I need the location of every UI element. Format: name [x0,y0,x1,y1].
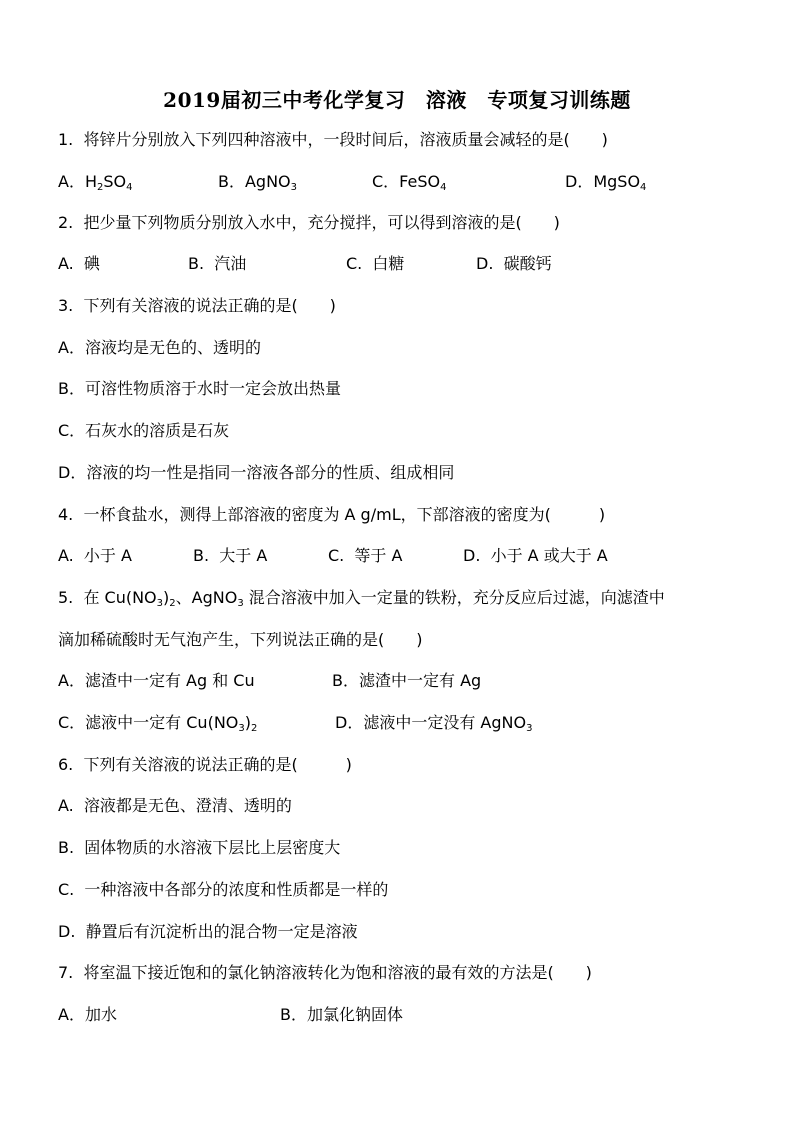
question-4-stem: 4. 一杯食盐水，测得上部溶液的密度为 A g/mL，下部溶液的密度为( ) [58,505,606,524]
question-6-stem: 6. 下列有关溶液的说法正确的是( ) [58,755,352,774]
option-4b: B. 大于 A [193,546,268,565]
option-4d: D. 小于 A 或大于 A [463,546,608,565]
question-1-options [58,172,758,192]
worksheet-title: 2019届初三中考化学复习 溶液 专项复习训练题 [163,88,631,112]
option-6a: A. 溶液都是无色、澄清、透明的 [58,796,292,815]
option-5c: C．滤液中一定有 $Cu(NO_3)_2$ [58,713,258,734]
question-3-stem: 3. 下列有关溶液的说法正确的是( ) [58,296,336,315]
option-2a: A. 碘 [58,254,100,273]
option-3a: A．溶液均是无色的、透明的 [58,338,261,357]
question-2-options [58,254,758,274]
option-1b: B．AgNO$_3$ [218,172,298,193]
option-2d: D. 碳酸钙 [476,254,552,273]
option-4a: A. 小于 A [58,546,132,565]
question-1-stem: 1. 将锌片分别放入下列四种溶液中，一段时间后，溶液质量会减轻的是( ) [58,130,608,149]
option-6d: D. 静置后有沉淀析出的混合物一定是溶液 [58,922,358,941]
option-3b: B．可溶性物质溶于水时一定会放出热量 [58,379,341,398]
question-4-options [58,546,758,566]
option-2c: C. 白糖 [346,254,405,273]
option-6b: B. 固体物质的水溶液下层比上层密度大 [58,838,341,857]
option-5d: D．滤液中一定没有 AgNO$_3$ [335,713,533,734]
question-7-stem: 7. 将室温下接近饱和的氯化钠溶液转化为饱和溶液的最有效的方法是( ) [58,963,592,982]
question-5-options-cd [58,713,758,733]
option-5b: B．滤渣中一定有 Ag [332,671,482,690]
option-4c: C. 等于 A [328,546,403,565]
question-7-options [58,1005,758,1025]
option-1d: D．MgSO$_4$ [565,172,647,193]
option-6c: C. 一种溶液中各部分的浓度和性质都是一样的 [58,880,389,899]
option-3d: D．溶液的均一性是指同一溶液各部分的性质、组成相同 [58,463,455,482]
option-7a: A．加水 [58,1005,117,1024]
option-5a: A．滤渣中一定有 Ag 和 Cu [58,671,255,690]
question-5-stem-line2: 滴加稀硫酸时无气泡产生，下列说法正确的是( ) [58,630,423,649]
option-3c: C．石灰水的溶质是石灰 [58,421,230,440]
option-2b: B. 汽油 [188,254,247,273]
question-5-stem: 5. 在 $Cu(NO_3)_2$、AgNO$_3$ 混合溶液中加入一定量的铁粉，充分反应后过滤，向滤渣中 [58,588,665,609]
option-7b: B．加氯化钠固体 [280,1005,403,1024]
option-1c: C．FeSO$_4$ [372,172,447,193]
question-5-options-ab [58,671,758,691]
question-2-stem: 2. 把少量下列物质分别放入水中，充分搅拌，可以得到溶液的是( ) [58,213,560,232]
option-1a: A．$H_2SO_4$ [58,172,133,193]
